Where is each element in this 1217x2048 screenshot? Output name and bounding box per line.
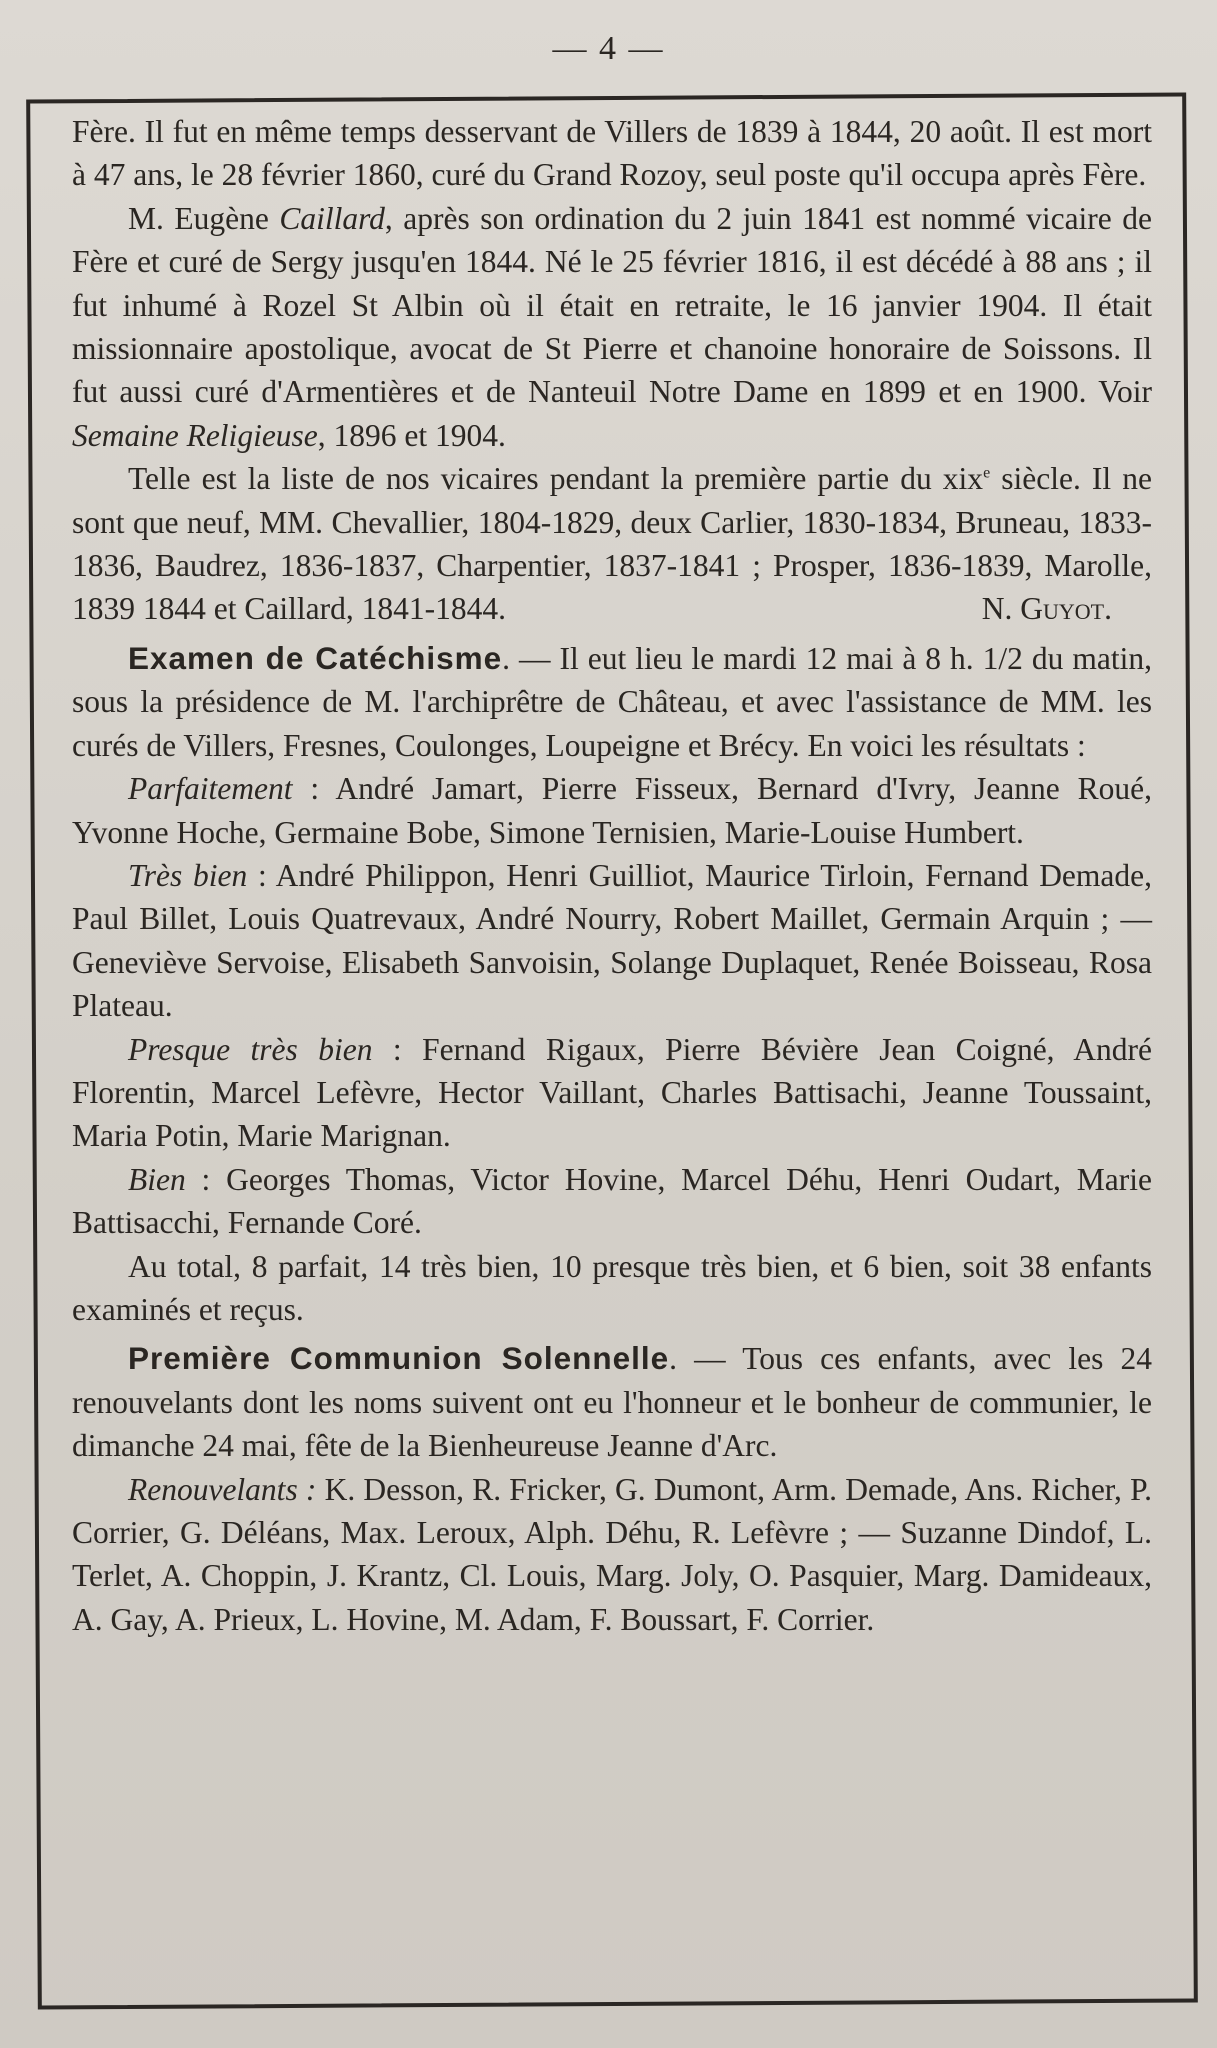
grade-label: Parfaitement — [128, 771, 293, 807]
grade-label: Presque très bien — [128, 1031, 373, 1067]
paragraph-bien — [72, 1158, 1152, 1245]
paragraph-text: siècle. Il ne sont que neuf, MM. Chevallier, 1804-1829, deux Carlier, 1830-1834, Bruneau, 1833-1836, Baudrez, 1836-1837, Charpentier, 1837-1841 ; Prosper, 1836-1839, Marolle, 1839 1844 et Caillard, 1841-1844. — [72, 461, 1152, 627]
paragraph-text: Au total, 8 parfait, 14 très bien, 10 presque très bien, et 6 bien, soit 38 enfants examinés et reçus. — [72, 1248, 1152, 1327]
paragraph-presque-tres-bien — [72, 1028, 1152, 1158]
section-heading-communion: Première Communion Solennelle — [128, 1340, 670, 1377]
publication-title: Semaine Religieuse — [72, 417, 318, 453]
paragraph-text: Fère. Il fut en même temps desservant de Villers de 1839 à 1844, 20 août. Il est mort à 47 ans, le 28 février 1860, curé du Grand Rozoy, seul poste qu'il occupa après Fère. — [72, 114, 1152, 193]
section-heading-examen: Examen de Catéchisme — [128, 639, 503, 676]
page-content — [72, 110, 1152, 1641]
paragraph-text: M. Eugène — [128, 200, 280, 236]
paragraph-tres-bien — [72, 854, 1152, 1028]
names-list: : Georges Thomas, Victor Hovine, Marcel Déhu, Henri Oudart, Marie Battisacchi, Fernande Coré. — [72, 1161, 1152, 1241]
names-list: K. Desson, R. Fricker, G. Dumont, Arm. Demade, Ans. Richer, P. Corrier, G. Déléans, Max. Leroux, Alph. Déhu, R. Lefèvre ; — Suzanne Dindof, L. Terlet, A. Choppin, J. Krantz, Cl. Louis, Marg. Joly, O. Pasquier, Marg. Damideaux, A. Gay, A. Prieux, L. Hovine, M. Adam, F. Boussart, F. Corrier. — [72, 1471, 1153, 1637]
names-list: : André Jamart, Pierre Fisseux, Bernard d'Ivry, Jeanne Roué, Yvonne Hoche, Germaine Bobe, Simone Ternisien, Marie-Louise Humbert. — [72, 771, 1152, 850]
paragraph-text: . — Tous ces enfants, avec les 24 renouvelants dont les noms suivent ont eu l'honneur et le bonheur de communier, le dimanche 24 mai, fête de la Bienheureuse Jeanne d'Arc. — [72, 1341, 1152, 1464]
paragraph-communion — [72, 1337, 1152, 1467]
page-number: — 4 — — [552, 30, 665, 67]
paragraph-text: , 1896 et 1904. — [317, 417, 506, 453]
names-list: : Fernand Rigaux, Pierre Bévière Jean Coigné, André Florentin, Marcel Lefèvre, Hector Vaillant, Charles Battisachi, Jeanne Toussaint, Maria Potin, Marie Marignan. — [72, 1031, 1152, 1154]
paragraph-text: Telle est la liste de nos vicaires pendant la première partie du xix — [128, 461, 984, 497]
paragraph-text: , après son ordination du 2 juin 1841 est nommé vicaire de Fère et curé de Sergy jusqu'en 1844. Né le 25 février 1816, il est décédé à 88 ans ; il fut inhumé à Rozel St Albin où il était en retraite, le 16 janvier 1904. Il était missionnaire apostolique, avocat de St Pierre et chanoine honoraire de Soissons. Il fut aussi curé d'Armentières et de Nanteuil Notre Dame en 1899 et en 1900. Voir — [72, 200, 1152, 410]
paragraph-prosper-end — [72, 110, 1152, 197]
signature: N. Guyot. — [981, 591, 1112, 627]
paragraph-renouvelants — [72, 1468, 1152, 1642]
paragraph-examen — [72, 637, 1152, 767]
paragraph-text: . — Il eut lieu le mardi 12 mai à 8 h. 1/2 du matin, sous la présidence de M. l'archiprêtre de Château, et avec l'assistance de MM. les curés de Villers, Fresnes, Coulonges, Loupeigne et Brécy. En voici les résultats : — [72, 640, 1153, 763]
grade-label: Très bien — [128, 857, 248, 893]
names-list: : André Philippon, Henri Guilliot, Maurice Tirloin, Fernand Demade, Paul Billet, Louis Quatrevaux, André Nourry, Robert Maillet, Germain Arquin ; — Geneviève Servoise, Elisabeth Sanvoisin, Solange Duplaquet, Renée Boisseau, Rosa Plateau. — [72, 857, 1153, 1024]
paragraph-total — [72, 1245, 1152, 1332]
paragraph-parfaitement — [72, 767, 1152, 854]
grade-label: Bien — [128, 1161, 186, 1197]
superscript: e — [983, 464, 991, 482]
grade-label: Renouvelants : — [128, 1471, 317, 1507]
paragraph-caillard — [72, 197, 1152, 457]
name-caillard: Caillard — [279, 200, 385, 236]
